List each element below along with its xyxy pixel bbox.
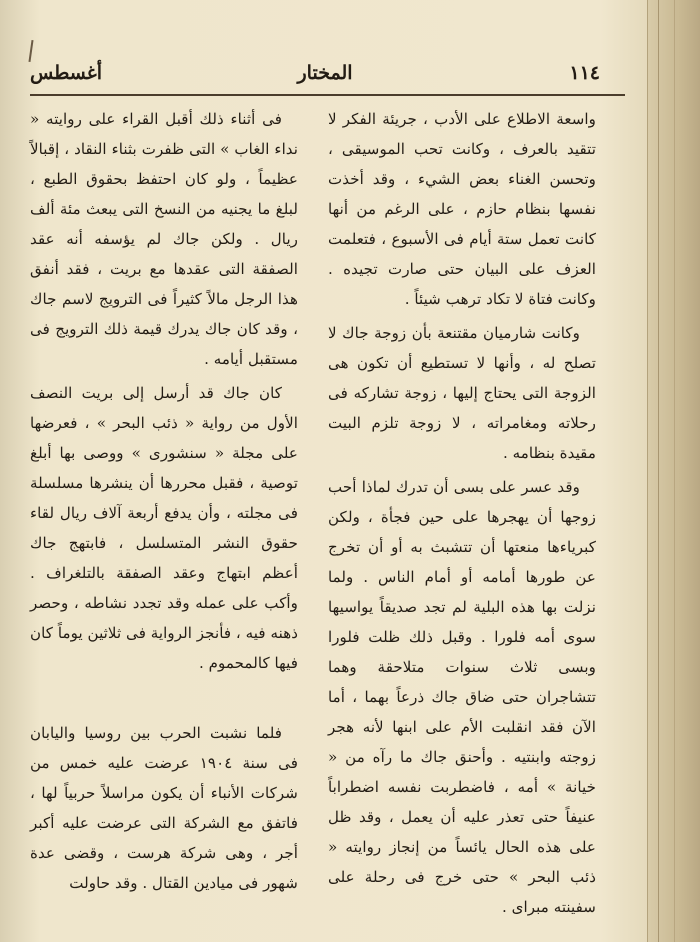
left-column: [30, 104, 298, 898]
right-column: [328, 104, 596, 922]
running-header: [30, 62, 620, 92]
paragraph: واسعة الاطلاع على الأدب ، جريئة الفكر لا تتقيد بالعرف ، وكانت تحب الموسيقى ، وتحسن الغناء بعض الشيء ، وقد أخذت نفسها بنظام حازم ، على الرغم من أنها كانت تعمل ستة أيام فى الأسبوع ، فتعلمت العزف على البيان حتى صارت تجيده . وكانت فتاة لا تكاد ترهب شيئاً .: [328, 110, 596, 308]
page-number: ١١٤: [569, 62, 600, 84]
issue-month: أغسطس: [30, 62, 102, 84]
ink-mark: [28, 40, 33, 62]
paragraph: فلما نشبت الحرب بين روسيا واليابان فى سنة ١٩٠٤ عرضت عليه خمس من شركات الأنباء أن يكون مراسلاً حربياً لها ، فاتفق مع الشركة التى عرضت عليه أكبر أجر ، وهى شركة هرست ، وقضى عدة شهور فى ميادين القتال . وقد حاولت: [30, 724, 299, 892]
page-edge: [647, 0, 700, 942]
paragraph: وقد عسر على بسى أن تدرك لماذا أحب زوجها أن يهجرها على حين فجأة ، ولكن كبرياءها منعتها أن تتشبث به أو أن تخرج عن طورها أمامه أو أمام الناس . ولما نزلت بها هذه البلية لم تجد صديقاً يواسيها سوى أمه فلورا . وقبل ذلك ظلت فلورا وبسى ثلاث سنوات متلاحقة وهما تتشاجران حتى ضاق جاك ذرعاً بهما ، أما الآن فقد انقلبت الأم على ابنها لأنه هجر زوجته وابنتيه . وأحنق جاك ما رآه من « خيانة » أمه ، فاضطربت نفسه اضطراباً عنيفاً حتى تعذر عليه أن يعمل ، وقد ظل على هذه الحال يائساً من إنجاز روايته « ذئب البحر » حتى خرج فى رحلة على سفينته مبراى .: [328, 478, 596, 916]
header-rule: [30, 94, 625, 96]
paragraph: وكانت شارميان مقتنعة بأن زوجة جاك لا تصلح له ، وأنها لا تستطيع أن تكون هى الزوجة التى يحتاج إليها ، زوجة تشاركه فى رحلاته ومغامراته ، لا زوجة تلزم البيت مقيدة بنظامه .: [328, 324, 596, 462]
paragraph: كان جاك قد أرسل إلى بريت النصف الأول من رواية « ذئب البحر » ، فعرضها على مجلة « سنشورى » ووصى بها أبلغ توصية ، فقبل محررها أن ينشرها مسلسلة فى مجلته ، وأن يدفع أربعة آلاف ريال لقاء حقوق النشر المتسلسل ، فابتهج جاك أعظم ابتهاج وعقد الصفقة بالتلغراف . وأكب على عمله وقد تجدد نشاطه ، وحصر ذهنه فيه ، فأنجز الرواية فى ثلاثين يوماً كان فيها كالمحموم .: [30, 384, 298, 672]
paragraph: فى أثناء ذلك أقبل القراء على روايته « نداء الغاب » التى ظفرت بثناء النقاد ، إقبالاً عظيماً ، ولو كان احتفظ بحقوق الطبع ، لبلغ ما يجنيه من النسخ التى يبعث مئة ألف ريال . ولكن جاك لم يؤسفه أنه عقد الصفقة التى عقدها مع بريت ، فقد أنفق هذا الرجل مالاً كثيراً فى الترويج لاسم جاك ، وقد كان جاك يدرك قيمة ذلك الترويج فى مستقبل أيامه .: [30, 110, 298, 368]
magazine-title: المختار: [297, 62, 353, 84]
